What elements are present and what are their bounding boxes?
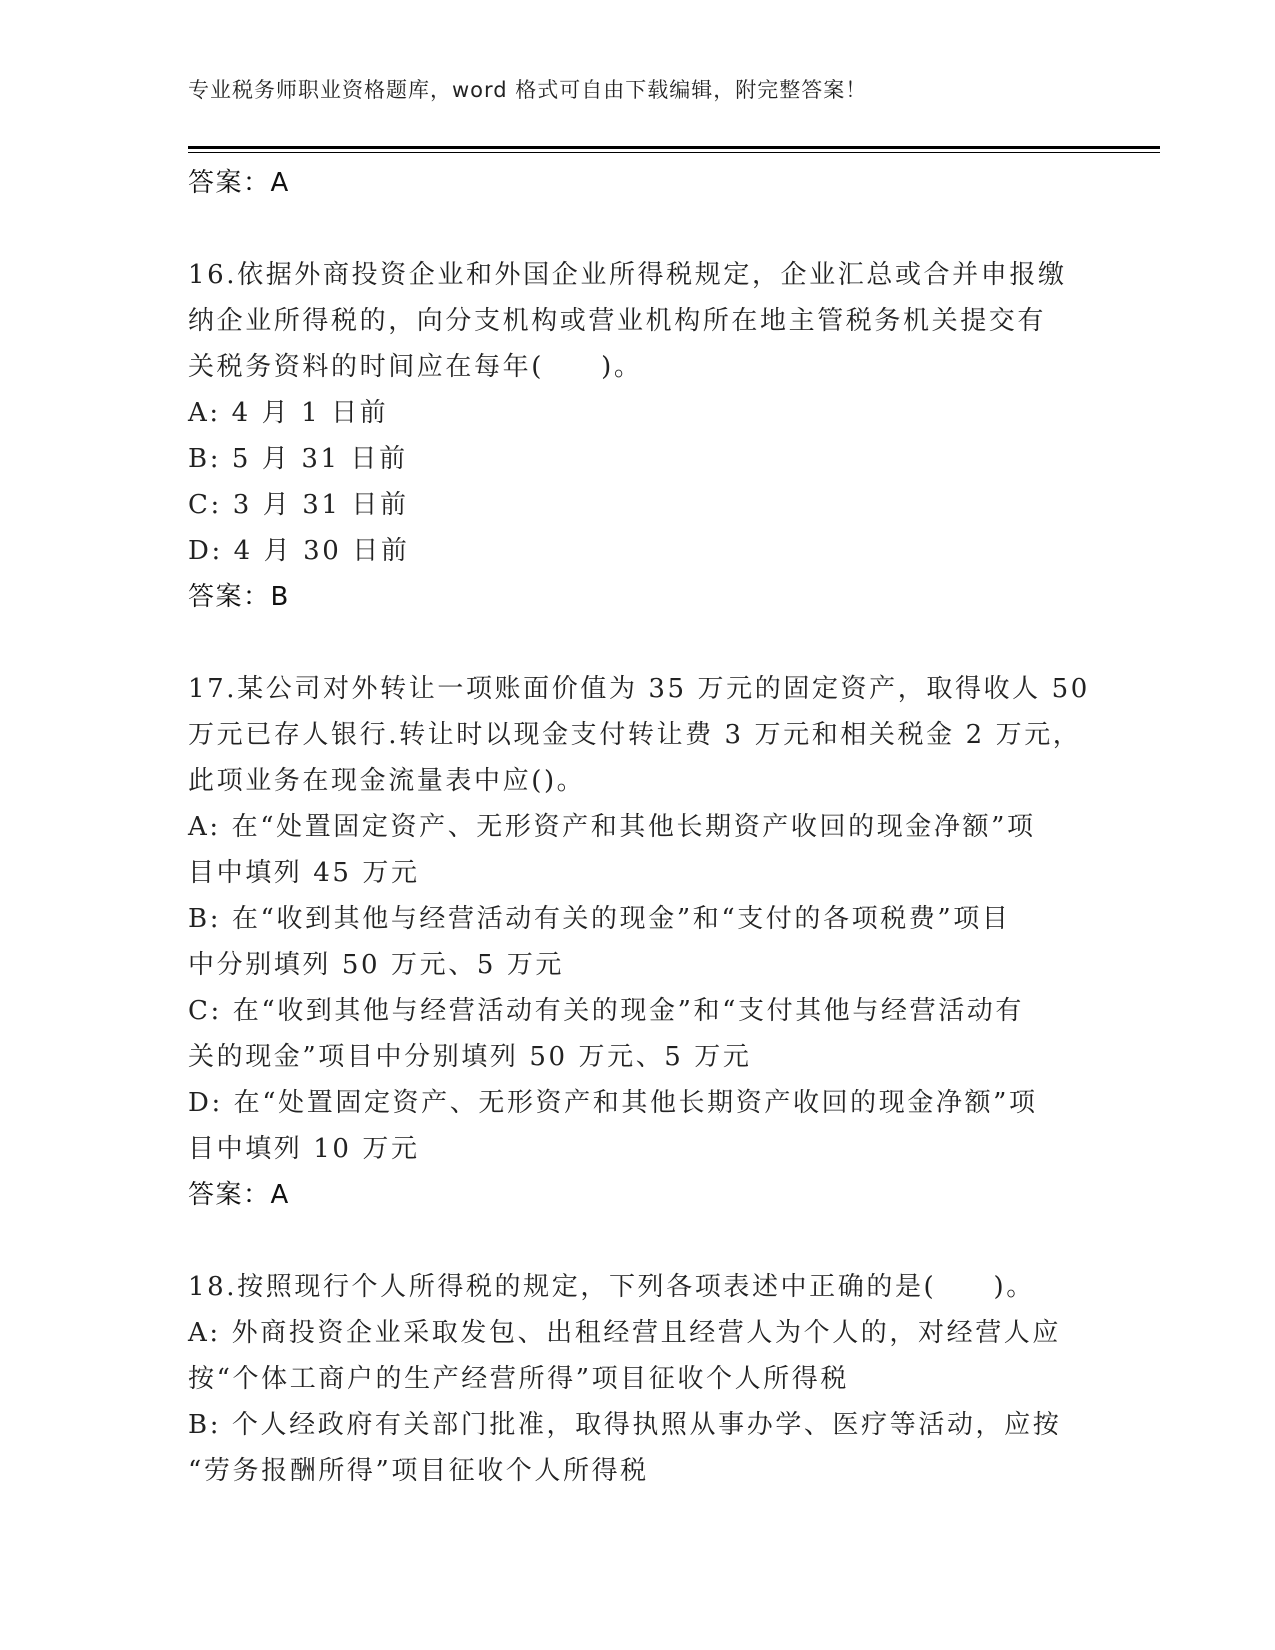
- question-stem: 18.按照现行个人所得税的规定，下列各项表述中正确的是( )。: [188, 1272, 1035, 1302]
- option-a-cont: 按“个体工商户的生产经营所得”项目征收个人所得税: [188, 1364, 849, 1394]
- option-b-cont: 中分别填列 50 万元、5 万元: [188, 950, 565, 980]
- option-d: D: 在“处置固定资产、无形资产和其他长期资产收回的现金净额”项: [188, 1088, 1038, 1118]
- answer-line: 答案：A: [188, 1180, 290, 1210]
- question-18: [188, 1264, 1088, 1494]
- option-b: B: 在“收到其他与经营活动有关的现金”和“支付的各项税费”项目: [188, 904, 1011, 934]
- header-divider-thick: [188, 146, 1160, 149]
- question-list: [188, 160, 1088, 1494]
- question-17: [188, 666, 1088, 1218]
- option-d: D: 4 月 30 日前: [188, 536, 410, 566]
- header-divider-thin: [188, 152, 1160, 153]
- page-header-note: 专业税务师职业资格题库，word 格式可自由下载编辑，附完整答案！: [188, 78, 868, 102]
- question-stem: 17.某公司对外转让一项账面价值为 35 万元的固定资产，取得收人 50: [188, 674, 1090, 704]
- question-stem: 万元已存人银行.转让时以现金支付转让费 3 万元和相关税金 2 万元，: [188, 720, 1082, 750]
- option-a: A: 4 月 1 日前: [188, 398, 389, 428]
- option-a: A: 在“处置固定资产、无形资产和其他长期资产收回的现金净额”项: [188, 812, 1036, 842]
- option-b-cont: “劳务报酬所得”项目征收个人所得税: [188, 1456, 649, 1486]
- question-stem: 16.依据外商投资企业和外国企业所得税规定，企业汇总或合并申报缴: [188, 260, 1067, 290]
- answer-line: 答案：A: [188, 168, 290, 198]
- question-16: [188, 252, 1088, 620]
- option-a: A: 外商投资企业采取发包、出租经营且经营人为个人的，对经营人应: [188, 1318, 1062, 1348]
- option-c-cont: 关的现金”项目中分别填列 50 万元、5 万元: [188, 1042, 752, 1072]
- question-stem: 关税务资料的时间应在每年( )。: [188, 352, 643, 382]
- answer-line: 答案：B: [188, 582, 290, 612]
- option-c: C: 3 月 31 日前: [188, 490, 409, 520]
- option-a-cont: 目中填列 45 万元: [188, 858, 420, 888]
- question-stem: 此项业务在现金流量表中应()。: [188, 766, 586, 796]
- question-stem: 纳企业所得税的，向分支机构或营业机构所在地主管税务机关提交有: [188, 306, 1047, 336]
- option-d-cont: 目中填列 10 万元: [188, 1134, 420, 1164]
- option-c: C: 在“收到其他与经营活动有关的现金”和“支付其他与经营活动有: [188, 996, 1024, 1026]
- option-b: B: 个人经政府有关部门批准，取得执照从事办学、医疗等活动，应按: [188, 1410, 1062, 1440]
- option-b: B: 5 月 31 日前: [188, 444, 408, 474]
